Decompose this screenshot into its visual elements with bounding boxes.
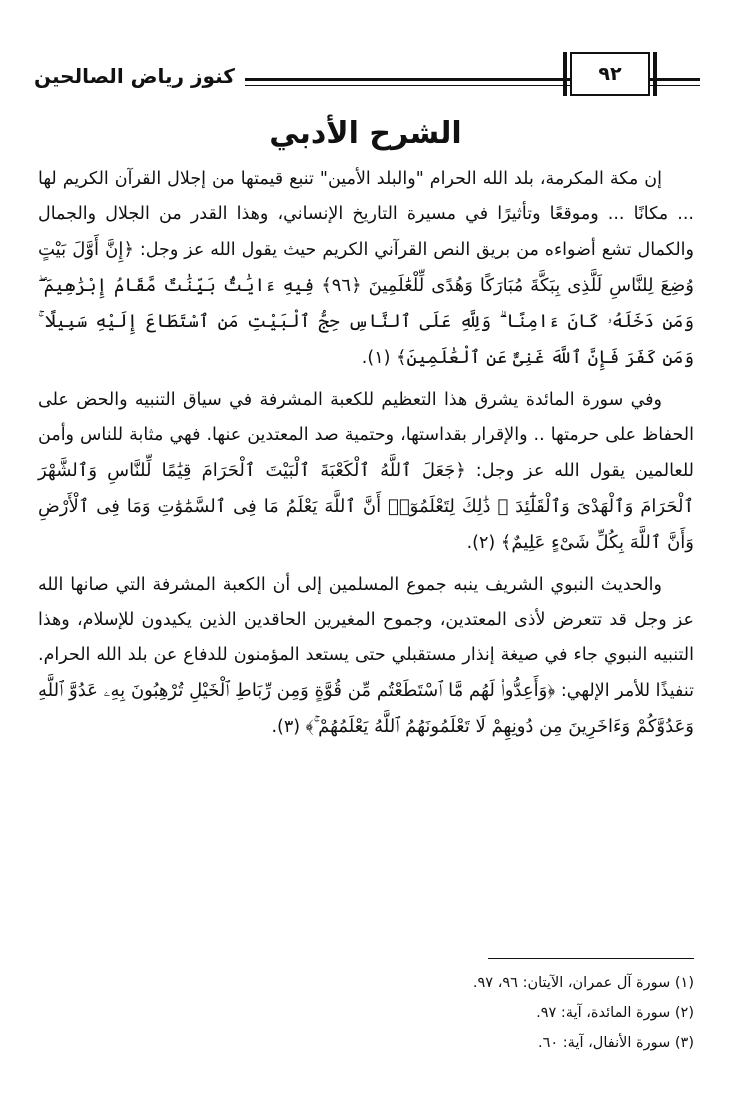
footnote-ref: (١). <box>361 348 396 368</box>
page-number: ٩٢ <box>570 52 650 96</box>
footnote-3: (٣) سورة الأنفال، آية: ٦٠. <box>537 1035 694 1051</box>
quran-verse: ﴿وَأَعِدُّوا۟ لَهُم مَّا ٱسْتَطَعْتُم مِّن قُوَّةٍ وَمِن رِّبَاطِ ٱلْخَيْلِ تُرْهِبُونَ بِهِۦ عَدُوَّ ٱللَّهِ وَعَدُوَّكُمْ وَءَاخَرِينَ مِن دُونِهِمْ لَا تَعْلَمُونَهُمُ ٱللَّهُ يَعْلَمُهُمْ ۚ﴾ <box>38 680 694 737</box>
paragraph-text: إن مكة المكرمة، بلد الله الحرام "والبلد الأمين" تنبع قيمتها من إجلال القرآن الكريم لها ... مكانًا ... وموقعًا وتأثيرًا في مسيرة التاريخ الإنساني، وهذا القدر من الجلال والجمال والكمال تشع أضواءه من بريق النص القرآني الكريم حيث يقول الله عز وجل: <box>38 169 694 260</box>
footnotes <box>38 968 694 1058</box>
footnote-ref: (٣). <box>271 717 306 737</box>
paragraph-1 <box>38 162 694 376</box>
page-header <box>34 52 700 104</box>
paragraph-text: والحديث النبوي الشريف ينبه جموع المسلمين إلى أن الكعبة المشرفة التي صانها الله عز وجل قد تتعرض لأذى المعتدين، وجموح المغيرين الحاقدين الذين يكيدون للإسلام، وهذا التنبيه النبوي جاء في صيغة إنذار مستقبلي حتى يستعد المؤمنون للدفاع عن بلد الله الحرام. تنفيذًا للأمر الإلهي: <box>38 575 694 701</box>
footnote-separator <box>488 958 694 959</box>
paragraph-3 <box>38 568 694 745</box>
quran-verse: ﴿جَعَلَ ٱللَّهُ ٱلْكَعْبَةَ ٱلْبَيْتَ ٱلْحَرَامَ قِيَٰمًا لِّلنَّاسِ وَٱلشَّهْرَ ٱلْحَرَامَ وَٱلْهَدْىَ وَٱلْقَلَٰٓئِدَ ۚ ذَٰلِكَ لِتَعْلَمُوٓا۟ أَنَّ ٱللَّهَ يَعْلَمُ مَا فِى ٱلسَّمَٰوَٰتِ وَمَا فِى ٱلْأَرْضِ وَأَنَّ ٱللَّهَ بِكُلِّ شَىْءٍ عَلِيمٌ﴾ <box>38 460 694 553</box>
footnote-1: (١) سورة آل عمران، الآيتان: ٩٦، ٩٧. <box>472 975 694 991</box>
section-title: الشرح الأدبي <box>269 116 462 151</box>
paragraph-2 <box>38 383 694 561</box>
footnote-2: (٢) سورة المائدة، آية: ٩٧. <box>536 1005 694 1021</box>
footnote-ref: (٢). <box>466 533 501 553</box>
book-title: كنوز رياض الصالحين <box>34 63 245 89</box>
paragraph-text: وفي سورة المائدة يشرق هذا التعظيم للكعبة المشرفة في سياق التنبيه والحض على الحفاظ على حرمتها .. والإقرار بقداستها، وحتمية صد المعتدين عنها. فهي مثابة للناس وأمن للعالمين يقول الله عز وجل: <box>38 390 694 481</box>
quran-verse: ﴿إِنَّ أَوَّلَ بَيْتٍ وُضِعَ لِلنَّاسِ لَلَّذِى بِبَكَّةَ مُبَارَكًا وَهُدًى لِّلْعَٰلَمِينَ ﴿٩٦﴾ فِيهِ ءَايَٰتٌۢ بَيِّنَٰتٌ مَّقَامُ إِبْرَٰهِيمَ ۖ وَمَن دَخَلَهُۥ كَانَ ءَامِنًا ۗ وَلِلَّهِ عَلَى ٱلنَّاسِ حِجُّ ٱلْبَيْتِ مَنِ ٱسْتَطَاعَ إِلَيْهِ سَبِيلًا ۚ وَمَن كَفَرَ فَإِنَّ ٱللَّهَ غَنِىٌّ عَنِ ٱلْعَٰلَمِينَ﴾ <box>38 239 695 368</box>
body-text <box>38 162 694 752</box>
